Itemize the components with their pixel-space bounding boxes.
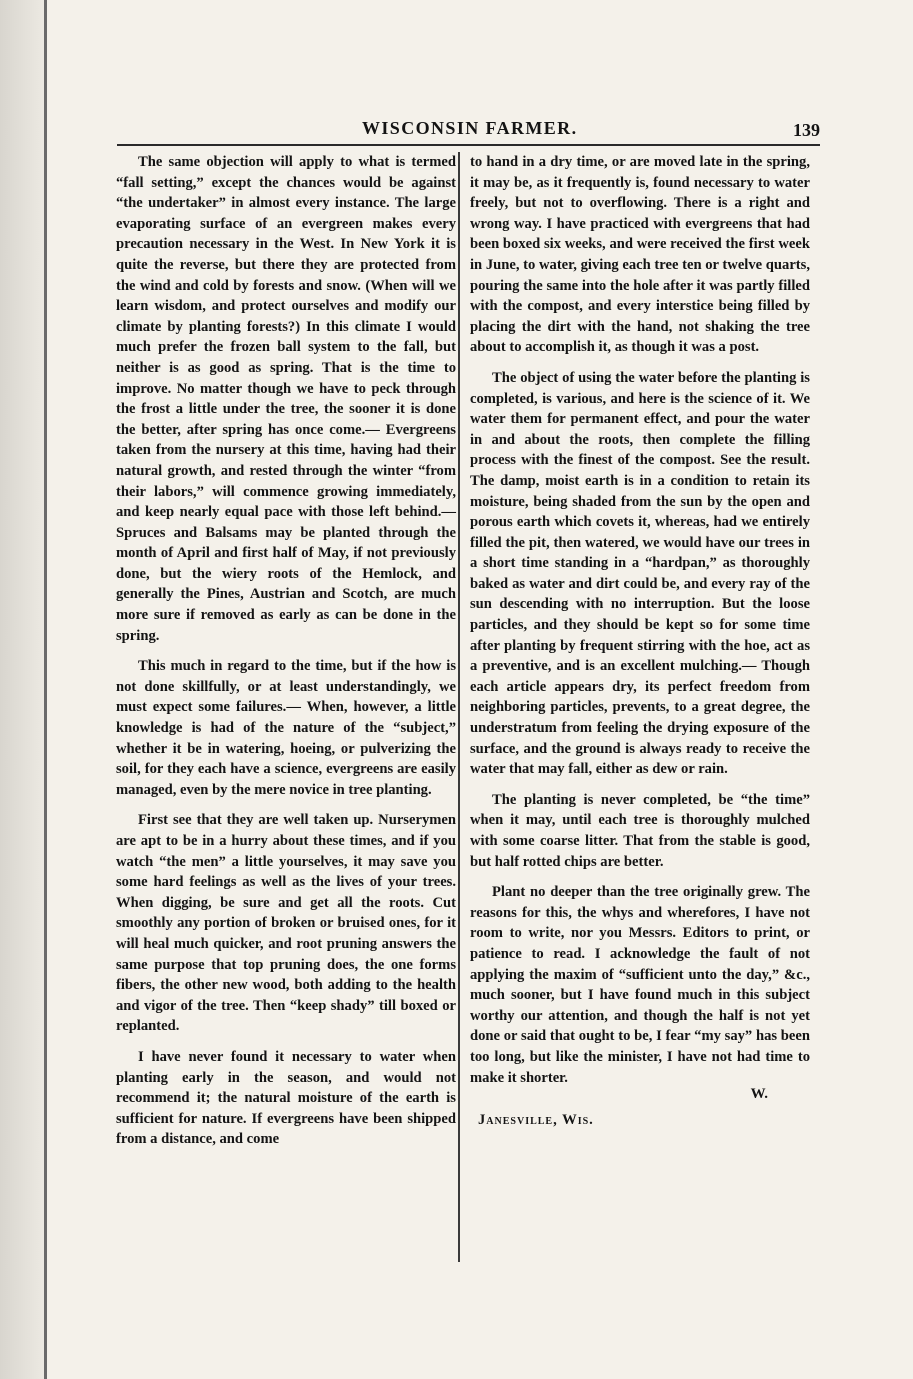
paragraph: Plant no deeper than the tree originally grew. The reasons for this, the whys and wherefores, I have not room to write, nor you Messrs. Editors to print, or patience to read. I acknowledge the fault of not applying the maxim of “sufficient unto the day,” &c., much sooner, but I have found much in this subject worthy our attention, and though the half is not yet done or said that ought to be, I fear “my say” has been too long, but like the minister, I have not had time to make it shorter. [470, 884, 810, 1086]
paragraph: The object of using the water before the planting is completed, is various, and here is the science of it. We water them for permanent effect, and pour the water in and about the roots, then complete the filling process with the finest of the compost. See the result. The damp, moist earth is in a condition to retain its moisture, being shaded from the sun by the open and porous earth which covets it, whereas, had we entirely filled the pit, then watered, we would have our trees in a short time standing in a “hardpan,” as thoroughly baked as water and dirt could be, and every ray of the sun descending with no interruption. But the loose particles, and they should be kept so for some time after planting by frequent stirring with the hoe, act as a preventive, and is an excellent mulching.— Though each article appears dry, its perfect freedom from neighboring particles, prevents, to a great degree, the understratum from feeling the drying exposure of the surface, and the ground is always ready to receive the water that may fall, either as dew or rain. [470, 369, 810, 778]
header-rule [117, 144, 820, 146]
column-divider [458, 152, 460, 1262]
paragraph: I have never found it necessary to water when planting early in the season, and would not recommend it; the natural moisture of the earth is sufficient for nature. If evergreens have been shipped from a distance, and come [116, 1048, 456, 1148]
paragraph: The same objection will apply to what is termed “fall setting,” except the chances would be against “the undertaker” in almost every instance. The large evaporating surface of an evergreen makes every precaution necessary in the West. In New York it is quite the reverse, but there they are protected from the wind and cold by forests and snow. (When will we learn wisdom, and protect ourselves and modify our climate by planting forests?) In this climate I would much prefer the frozen ball system to the fall, but neither is as good as spring. That is the time to improve. No matter though we have to peck through the frost a little under the tree, the sooner it is done the better, after spring has once come.— Evergreens taken from the nursery at this time, having had their natural growth, and rested through the winter “from their labors,” will commence growing immediately, and keep nearly equal pace with those left behind.— Spruces and Balsams may be planted through the month of April and first half of May, if not previously done, but the wiery roots of the Hemlock, and generally the Pines, Austrian and Scotch, are much more sure if removed as early as can be done in the spring. [116, 154, 456, 644]
page-number: 139 [793, 120, 820, 140]
left-column [116, 152, 456, 1160]
signature-line [470, 1088, 810, 1110]
scan-margin [0, 0, 44, 1379]
signature: W. [750, 1086, 768, 1103]
paragraph: to hand in a dry time, or are moved late in the spring, it may be, as it frequently is, found necessary to water freely, but not to overflowing. There is a right and wrong way. I have practiced with evergreens that had been boxed six weeks, and were received the first week in June, to water, giving each tree ten or twelve quarts, pouring the same into the hole after it was partly filled with the compost, and every interstice being filled by placing the dirt with the hand, not shaking the tree about to accomplish it, as though it was a post. [470, 154, 810, 356]
right-column [470, 152, 810, 1131]
paragraph: The planting is never completed, be “the time” when it may, until each tree is thoroughly mulched with some coarse litter. That from the stable is good, but half rotted chips are better. [470, 791, 810, 870]
page-edge [44, 0, 47, 1379]
dateline: Janesville, Wis. [478, 1112, 594, 1129]
page-header [117, 112, 820, 142]
running-title: WISCONSIN FARMER. [362, 118, 578, 138]
paragraph: This much in regard to the time, but if the how is not done skillfully, or at least understandingly, we must expect some failures.— When, however, a little knowledge is had of the nature of the “subject,” whether it be in watering, hoeing, or pulverizing the soil, for they each have a science, evergreens are easily managed, even by the mere novice in tree planting. [116, 658, 456, 798]
paragraph: First see that they are well taken up. Nurserymen are apt to be in a hurry about these times, and if you watch “the men” a little yourselves, it may save you some hard feelings as well as the lives of your trees. When digging, be sure and get all the roots. Cut smoothly any portion of broken or bruised ones, for it will heal much quicker, and root pruning answers the same purpose that top pruning does, the one forms fibers, the other new wood, both adding to the health and vigor of the tree. Then “keep shady” till boxed or replanted. [116, 812, 456, 1035]
